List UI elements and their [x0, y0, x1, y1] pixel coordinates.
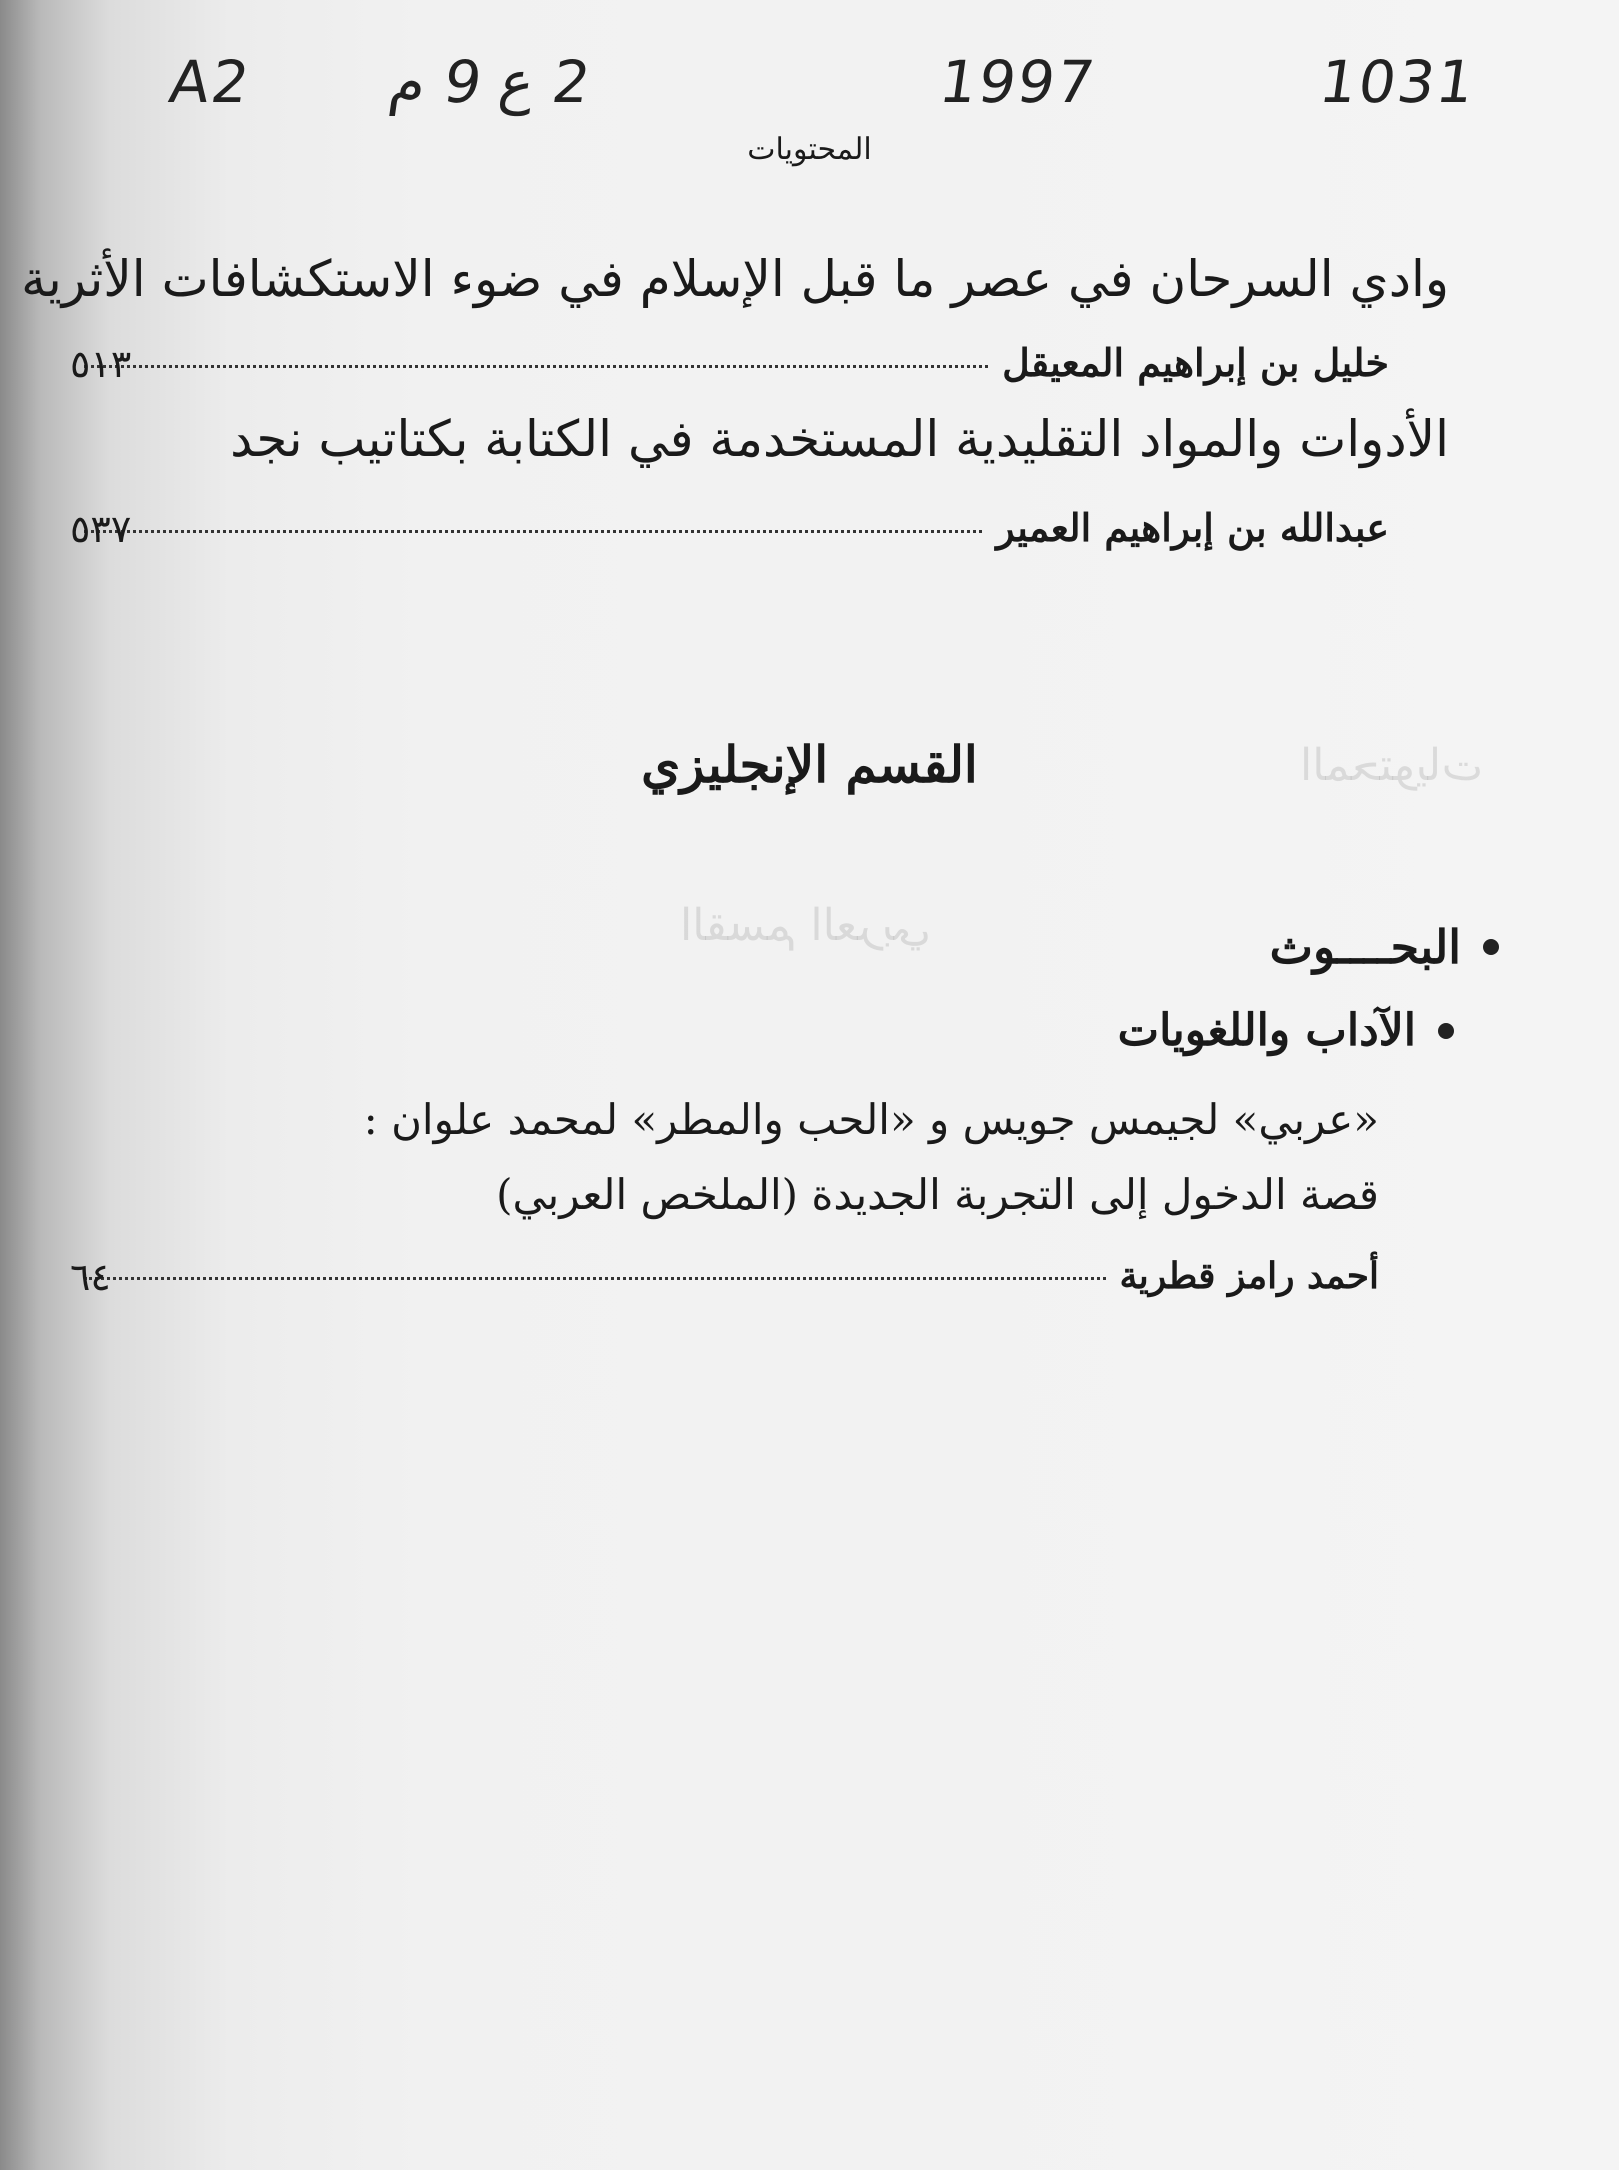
handwritten-year: 1997 — [935, 48, 1101, 116]
handwritten-code: 2 ع 9 م — [385, 48, 595, 116]
leader-dots — [84, 530, 982, 533]
entry-author: خليل بن إبراهيم المعيقل — [1002, 340, 1389, 385]
entry-page-number: ٦٤ — [70, 1255, 111, 1299]
leader-dots — [84, 1277, 1106, 1280]
entry-page-number: ٥١٣ — [70, 342, 132, 386]
leader-dots — [84, 365, 988, 368]
entry-page-number: ٥٣٧ — [70, 507, 132, 551]
handwritten-mark: A2 — [165, 48, 256, 116]
toc-entry-author-line — [70, 1255, 1389, 1297]
article-title-line-2: قصة الدخول إلى التجربة الجديدة (الملخص العربي) — [496, 1170, 1379, 1219]
bullet-icon — [1483, 939, 1499, 955]
running-head: المحتويات — [747, 132, 872, 167]
entry-author: عبدالله بن إبراهيم العمير — [996, 505, 1389, 550]
bullet-icon — [1438, 1023, 1454, 1039]
entry-title: الأدوات والمواد التقليدية المستخدمة في الكتابة بكتاتيب نجد — [230, 410, 1449, 468]
subsection-heading — [1118, 1005, 1454, 1056]
show-through-text: المحتويات — [1300, 740, 1483, 791]
research-heading-text: البحــــوث — [1269, 920, 1461, 974]
toc-entry-author-line — [70, 505, 1389, 550]
entry-author: أحمد رامز قطرية — [1119, 1255, 1379, 1297]
subsection-heading-text: الآداب واللغويات — [1117, 1005, 1416, 1056]
section-title: القسم الإنجليزي — [641, 735, 978, 794]
handwritten-number: 1031 — [1315, 48, 1481, 116]
show-through-text: القسم العربي — [680, 900, 931, 951]
entry-title: وادي السرحان في عصر ما قبل الإسلام في ضوء الاستكشافات الأثرية — [21, 250, 1449, 308]
toc-entry-author-line — [70, 340, 1389, 385]
research-heading — [1270, 920, 1499, 974]
article-title-line-1: «عربي» لجيمس جويس و «الحب والمطر» لمحمد علوان : — [363, 1095, 1379, 1144]
